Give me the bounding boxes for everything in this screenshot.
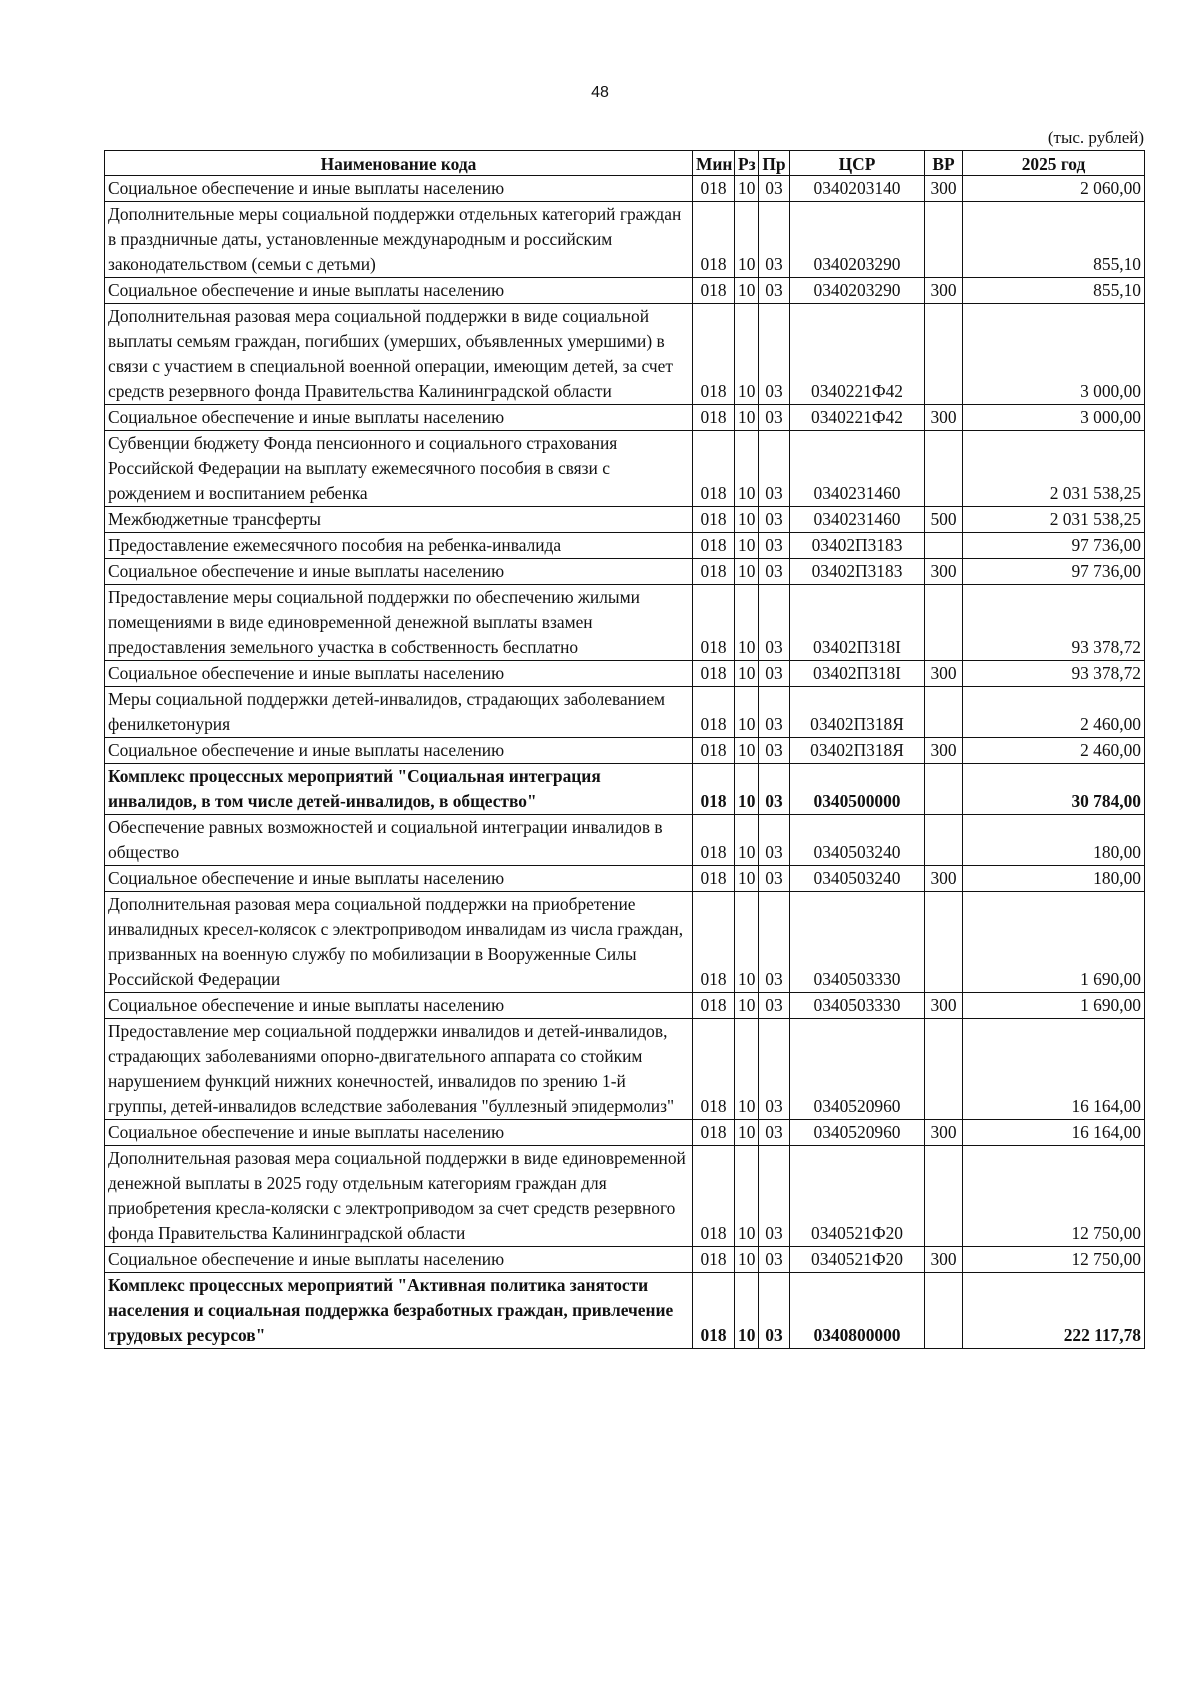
table-row <box>105 585 1145 661</box>
cell-min: 018 <box>693 585 735 661</box>
cell-csr: 0340503240 <box>790 815 925 866</box>
cell-min: 018 <box>693 405 735 431</box>
table-row <box>105 815 1145 866</box>
cell-vr: 300 <box>925 738 963 764</box>
table-row <box>105 1273 1145 1349</box>
table-row <box>105 559 1145 585</box>
table-row <box>105 176 1145 202</box>
cell-rz: 10 <box>735 278 759 304</box>
cell-rz: 10 <box>735 304 759 405</box>
cell-csr: 0340221Ф42 <box>790 304 925 405</box>
cell-pr: 03 <box>759 764 790 815</box>
table-body <box>105 176 1145 1349</box>
cell-pr: 03 <box>759 1120 790 1146</box>
cell-rz: 10 <box>735 687 759 738</box>
table-row <box>105 278 1145 304</box>
cell-pr: 03 <box>759 507 790 533</box>
unit-note: (тыс. рублей) <box>1047 128 1144 147</box>
cell-csr: 0340221Ф42 <box>790 405 925 431</box>
table-row <box>105 304 1145 405</box>
cell-csr: 0340500000 <box>790 764 925 815</box>
cell-rz: 10 <box>735 764 759 815</box>
cell-pr: 03 <box>759 176 790 202</box>
cell-vr: 300 <box>925 661 963 687</box>
cell-min: 018 <box>693 431 735 507</box>
cell-rz: 10 <box>735 405 759 431</box>
table-row <box>105 764 1145 815</box>
cell-sum: 855,10 <box>963 278 1145 304</box>
cell-csr: 03402П318Я <box>790 738 925 764</box>
table-row <box>105 507 1145 533</box>
cell-csr: 0340503240 <box>790 866 925 892</box>
cell-rz: 10 <box>735 892 759 993</box>
cell-sum: 2 460,00 <box>963 738 1145 764</box>
cell-csr: 0340203140 <box>790 176 925 202</box>
cell-vr <box>925 764 963 815</box>
cell-name: Межбюджетные трансферты <box>105 507 693 533</box>
cell-min: 018 <box>693 738 735 764</box>
header-sum: 2025 год <box>963 151 1145 176</box>
cell-sum: 2 031 538,25 <box>963 431 1145 507</box>
cell-vr <box>925 687 963 738</box>
cell-vr <box>925 304 963 405</box>
cell-csr: 0340231460 <box>790 431 925 507</box>
table-row <box>105 892 1145 993</box>
cell-rz: 10 <box>735 202 759 278</box>
cell-rz: 10 <box>735 431 759 507</box>
cell-pr: 03 <box>759 1247 790 1273</box>
cell-name: Комплекс процессных мероприятий "Социальная интеграция инвалидов, в том числе детей-инвалидов, в общество" <box>105 764 693 815</box>
cell-pr: 03 <box>759 304 790 405</box>
table-row <box>105 1146 1145 1247</box>
cell-csr: 0340203290 <box>790 278 925 304</box>
budget-table <box>104 150 1145 1349</box>
cell-name: Субвенции бюджету Фонда пенсионного и социального страхования Российской Федерации на выплату ежемесячного пособия в связи с рождением и воспитанием ребенка <box>105 431 693 507</box>
cell-sum: 97 736,00 <box>963 559 1145 585</box>
cell-rz: 10 <box>735 1120 759 1146</box>
cell-csr: 03402П3183 <box>790 533 925 559</box>
cell-name: Комплекс процессных мероприятий "Активная политика занятости населения и социальная поддержка безработных граждан, привлечение трудовых ресурсов" <box>105 1273 693 1349</box>
cell-name: Социальное обеспечение и иные выплаты населению <box>105 993 693 1019</box>
cell-sum: 30 784,00 <box>963 764 1145 815</box>
header-min: Мин <box>693 151 735 176</box>
cell-name: Предоставление меры социальной поддержки по обеспечению жилыми помещениями в виде единовременной денежной выплаты взамен предоставления земельного участка в собственность бесплатно <box>105 585 693 661</box>
cell-csr: 03402П318I <box>790 661 925 687</box>
cell-vr: 300 <box>925 559 963 585</box>
header-rz: Рз <box>735 151 759 176</box>
cell-name: Социальное обеспечение и иные выплаты населению <box>105 405 693 431</box>
cell-min: 018 <box>693 507 735 533</box>
cell-sum: 3 000,00 <box>963 405 1145 431</box>
page-number: 48 <box>591 84 609 101</box>
table-row <box>105 1247 1145 1273</box>
header-pr: Пр <box>759 151 790 176</box>
cell-sum: 93 378,72 <box>963 661 1145 687</box>
cell-rz: 10 <box>735 661 759 687</box>
cell-min: 018 <box>693 1120 735 1146</box>
cell-sum: 2 031 538,25 <box>963 507 1145 533</box>
cell-min: 018 <box>693 661 735 687</box>
cell-sum: 12 750,00 <box>963 1247 1145 1273</box>
cell-sum: 855,10 <box>963 202 1145 278</box>
header-vr: ВР <box>925 151 963 176</box>
cell-rz: 10 <box>735 1019 759 1120</box>
cell-pr: 03 <box>759 892 790 993</box>
table-row <box>105 431 1145 507</box>
table-row <box>105 661 1145 687</box>
cell-rz: 10 <box>735 533 759 559</box>
header-name: Наименование кода <box>105 151 693 176</box>
cell-pr: 03 <box>759 738 790 764</box>
cell-pr: 03 <box>759 431 790 507</box>
cell-rz: 10 <box>735 815 759 866</box>
cell-rz: 10 <box>735 176 759 202</box>
cell-name: Социальное обеспечение и иные выплаты населению <box>105 559 693 585</box>
table-row <box>105 738 1145 764</box>
cell-name: Обеспечение равных возможностей и социальной интеграции инвалидов в общество <box>105 815 693 866</box>
cell-vr: 300 <box>925 176 963 202</box>
table-row <box>105 687 1145 738</box>
cell-pr: 03 <box>759 1273 790 1349</box>
cell-vr: 300 <box>925 1120 963 1146</box>
cell-min: 018 <box>693 866 735 892</box>
cell-min: 018 <box>693 304 735 405</box>
cell-sum: 93 378,72 <box>963 585 1145 661</box>
cell-sum: 1 690,00 <box>963 993 1145 1019</box>
cell-sum: 16 164,00 <box>963 1019 1145 1120</box>
table-row <box>105 866 1145 892</box>
cell-min: 018 <box>693 559 735 585</box>
cell-min: 018 <box>693 1146 735 1247</box>
table-row <box>105 993 1145 1019</box>
cell-pr: 03 <box>759 993 790 1019</box>
cell-pr: 03 <box>759 815 790 866</box>
table-header <box>105 151 1145 176</box>
cell-vr <box>925 585 963 661</box>
cell-csr: 0340521Ф20 <box>790 1146 925 1247</box>
cell-name: Социальное обеспечение и иные выплаты населению <box>105 278 693 304</box>
cell-name: Социальное обеспечение и иные выплаты населению <box>105 1120 693 1146</box>
cell-name: Дополнительная разовая мера социальной поддержки в виде единовременной денежной выплаты в 2025 году отдельным категориям граждан для приобретения кресла-коляски с электроприводом за счет средств резервного фонда Правительства Калининградской области <box>105 1146 693 1247</box>
cell-vr <box>925 1019 963 1120</box>
cell-min: 018 <box>693 687 735 738</box>
cell-min: 018 <box>693 815 735 866</box>
cell-min: 018 <box>693 1019 735 1120</box>
cell-csr: 0340231460 <box>790 507 925 533</box>
table-row <box>105 1120 1145 1146</box>
cell-name: Дополнительная разовая мера социальной поддержки в виде социальной выплаты семьям граждан, погибших (умерших, объявленных умершими) в связи с участием в специальной военной операции, имеющим детей, за счет средств резервного фонда Правительства Калининградской области <box>105 304 693 405</box>
cell-vr: 300 <box>925 278 963 304</box>
cell-sum: 2 460,00 <box>963 687 1145 738</box>
cell-name: Социальное обеспечение и иные выплаты населению <box>105 866 693 892</box>
cell-rz: 10 <box>735 738 759 764</box>
cell-name: Предоставление ежемесячного пособия на ребенка-инвалида <box>105 533 693 559</box>
cell-sum: 1 690,00 <box>963 892 1145 993</box>
cell-min: 018 <box>693 892 735 993</box>
table-row <box>105 1019 1145 1120</box>
cell-sum: 16 164,00 <box>963 1120 1145 1146</box>
cell-pr: 03 <box>759 278 790 304</box>
cell-csr: 03402П318I <box>790 585 925 661</box>
cell-min: 018 <box>693 993 735 1019</box>
cell-vr: 300 <box>925 405 963 431</box>
cell-min: 018 <box>693 176 735 202</box>
cell-csr: 0340203290 <box>790 202 925 278</box>
cell-csr: 03402П318Я <box>790 687 925 738</box>
cell-rz: 10 <box>735 1273 759 1349</box>
cell-rz: 10 <box>735 1247 759 1273</box>
cell-rz: 10 <box>735 585 759 661</box>
cell-rz: 10 <box>735 559 759 585</box>
cell-pr: 03 <box>759 559 790 585</box>
cell-pr: 03 <box>759 585 790 661</box>
cell-name: Меры социальной поддержки детей-инвалидов, страдающих заболеванием фенилкетонурия <box>105 687 693 738</box>
cell-name: Социальное обеспечение и иные выплаты населению <box>105 176 693 202</box>
cell-rz: 10 <box>735 1146 759 1247</box>
cell-vr <box>925 892 963 993</box>
cell-name: Социальное обеспечение и иные выплаты населению <box>105 1247 693 1273</box>
cell-vr: 300 <box>925 866 963 892</box>
cell-vr: 300 <box>925 1247 963 1273</box>
cell-sum: 180,00 <box>963 866 1145 892</box>
cell-rz: 10 <box>735 507 759 533</box>
table-row <box>105 202 1145 278</box>
cell-sum: 222 117,78 <box>963 1273 1145 1349</box>
cell-sum: 3 000,00 <box>963 304 1145 405</box>
header-csr: ЦСР <box>790 151 925 176</box>
cell-min: 018 <box>693 202 735 278</box>
cell-pr: 03 <box>759 661 790 687</box>
cell-min: 018 <box>693 764 735 815</box>
cell-sum: 97 736,00 <box>963 533 1145 559</box>
cell-pr: 03 <box>759 1146 790 1247</box>
cell-name: Социальное обеспечение и иные выплаты населению <box>105 661 693 687</box>
cell-min: 018 <box>693 1273 735 1349</box>
cell-rz: 10 <box>735 866 759 892</box>
cell-vr <box>925 1273 963 1349</box>
cell-pr: 03 <box>759 687 790 738</box>
cell-min: 018 <box>693 533 735 559</box>
cell-csr: 03402П3183 <box>790 559 925 585</box>
cell-pr: 03 <box>759 1019 790 1120</box>
cell-vr <box>925 815 963 866</box>
table-row <box>105 533 1145 559</box>
cell-name: Предоставление мер социальной поддержки инвалидов и детей-инвалидов, страдающих заболеваниями опорно-двигательного аппарата со стойким нарушением функций нижних конечностей, инвалидов по зрению 1-й группы, детей-инвалидов вследствие заболевания "буллезный эпидермолиз" <box>105 1019 693 1120</box>
cell-min: 018 <box>693 1247 735 1273</box>
cell-vr: 300 <box>925 993 963 1019</box>
cell-name: Социальное обеспечение и иные выплаты населению <box>105 738 693 764</box>
cell-csr: 0340521Ф20 <box>790 1247 925 1273</box>
table-row <box>105 405 1145 431</box>
cell-csr: 0340520960 <box>790 1019 925 1120</box>
cell-csr: 0340503330 <box>790 892 925 993</box>
cell-vr <box>925 431 963 507</box>
header-row <box>105 151 1145 176</box>
cell-csr: 0340503330 <box>790 993 925 1019</box>
cell-sum: 12 750,00 <box>963 1146 1145 1247</box>
cell-pr: 03 <box>759 202 790 278</box>
cell-vr: 500 <box>925 507 963 533</box>
cell-vr <box>925 533 963 559</box>
cell-sum: 180,00 <box>963 815 1145 866</box>
cell-rz: 10 <box>735 993 759 1019</box>
cell-vr <box>925 202 963 278</box>
cell-name: Дополнительная разовая мера социальной поддержки на приобретение инвалидных кресел-колясок с электроприводом инвалидам из числа граждан, призванных на военную службу по мобилизации в Вооруженные Силы Российской Федерации <box>105 892 693 993</box>
cell-pr: 03 <box>759 866 790 892</box>
cell-pr: 03 <box>759 405 790 431</box>
cell-min: 018 <box>693 278 735 304</box>
cell-csr: 0340520960 <box>790 1120 925 1146</box>
cell-name: Дополнительные меры социальной поддержки отдельных категорий граждан в праздничные даты, установленные международным и российским законодательством (семьи с детьми) <box>105 202 693 278</box>
cell-sum: 2 060,00 <box>963 176 1145 202</box>
cell-vr <box>925 1146 963 1247</box>
cell-csr: 0340800000 <box>790 1273 925 1349</box>
cell-pr: 03 <box>759 533 790 559</box>
